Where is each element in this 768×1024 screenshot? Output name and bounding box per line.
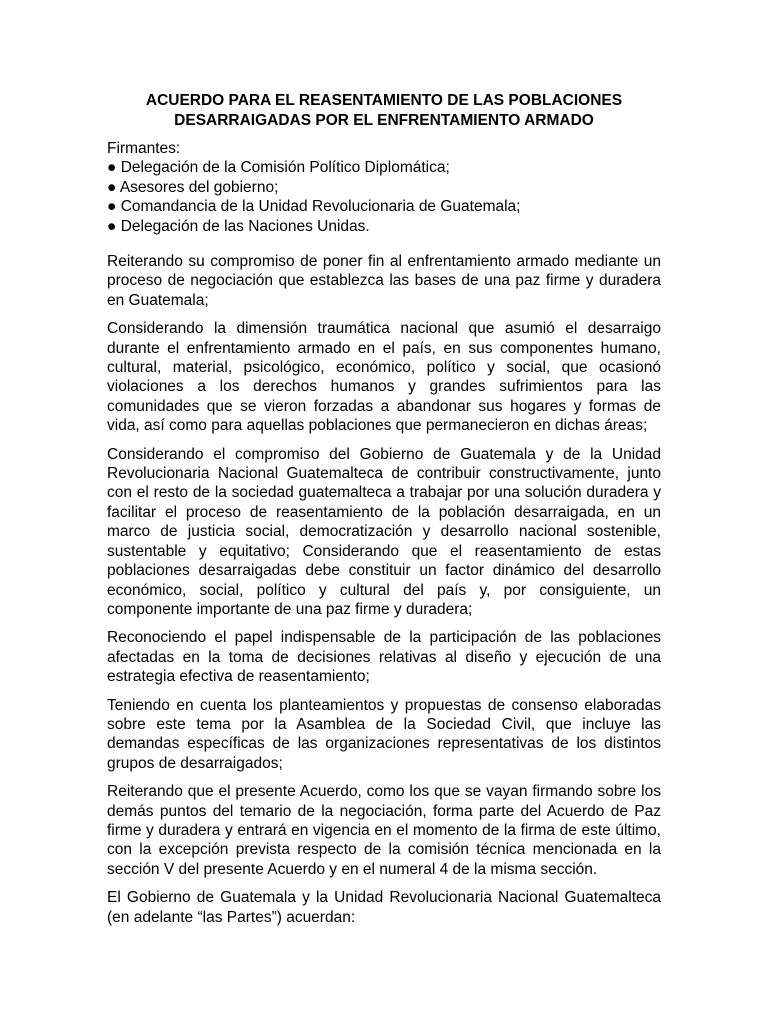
signer-item [107,178,661,197]
document-body [107,252,661,936]
signers-label: Firmantes: [107,140,181,157]
paragraph: Reiterando que el presente Acuerdo, como los que se vayan firmando sobre los demás puntos del temario de la negociación, forma parte del Acuerdo de Paz firme y duradera y entrará en vigencia en el momento de la firma de este último, con la excepción prevista respecto de la comisión técnica mencionada en la sección V del presente Acuerdo y en el numeral 4 de la misma sección. [107,783,661,878]
title-line: ACUERDO PARA EL REASENTAMIENTO DE LAS POBLACIONES [145,92,623,109]
title-line: DESARRAIGADAS POR EL ENFRENTAMIENTO ARMADO [174,111,594,129]
signer-item [107,197,661,216]
signer-item [107,158,661,177]
bullet-icon: ● [107,198,117,216]
signer-item [107,217,661,236]
paragraph: Reconociendo el papel indispensable de la participación de las poblaciones afectadas en la toma de decisiones relativas al diseño y ejecución de una estrategia efectiva de reasentamiento; [107,629,661,686]
bullet-icon: ● [107,178,117,196]
signer-text: Delegación de las Naciones Unidas. [120,217,370,235]
signers-list [107,139,661,236]
bullet-icon: ● [107,159,117,177]
paragraph: Considerando el compromiso del Gobierno de Guatemala y de la Unidad Revolucionaria Nacional Guatemalteca de contribuir constructivamente, junto con el resto de la sociedad guatemalteca a trabajar por una solución duradera y facilitar el proceso de reasentamiento de la población desarraigada, en un marco de justicia social, democratización y desarrollo nacional sostenible, sustentable y equitativo; Considerando que el reasentamiento de estas poblaciones desarraigadas debe constituir un factor dinámico del desarrollo económico, social, político y cultural del país y, por consiguiente, un componente importante de una paz firme y duradera; [107,445,661,618]
document-title [107,91,661,130]
paragraph: El Gobierno de Guatemala y la Unidad Revolucionaria Nacional Guatemalteca (en adelante “las Partes”) acuerdan: [107,889,661,926]
paragraph: Reiterando su compromiso de poner fin al enfrentamiento armado mediante un proceso de negociación que establezca las bases de una paz firme y duradera en Guatemala; [107,253,661,309]
signer-text: Asesores del gobierno; [119,178,279,196]
paragraph: Teniendo en cuenta los planteamientos y propuestas de consenso elaboradas sobre este tema por la Asamblea de la Sociedad Civil, que incluye las demandas específicas de las organizaciones representativas de los distintos grupos de desarraigados; [107,696,661,772]
bullet-icon: ● [107,217,117,235]
paragraph: Considerando la dimensión traumática nacional que asumió el desarraigo durante el enfrentamiento armado en el país, en sus componentes humano, cultural, material, psicológico, económico, político y social, que ocasionó violaciones a los derechos humanos y grandes sufrimientos para las comunidades que se vieron forzadas a abandonar sus hogares y formas de vida, así como para aquellas poblaciones que permanecieron en dichas áreas; [107,320,661,435]
signer-text: Delegación de la Comisión Político Diplomática; [120,159,450,177]
signer-text: Comandancia de la Unidad Revolucionaria de Guatemala; [120,198,521,216]
